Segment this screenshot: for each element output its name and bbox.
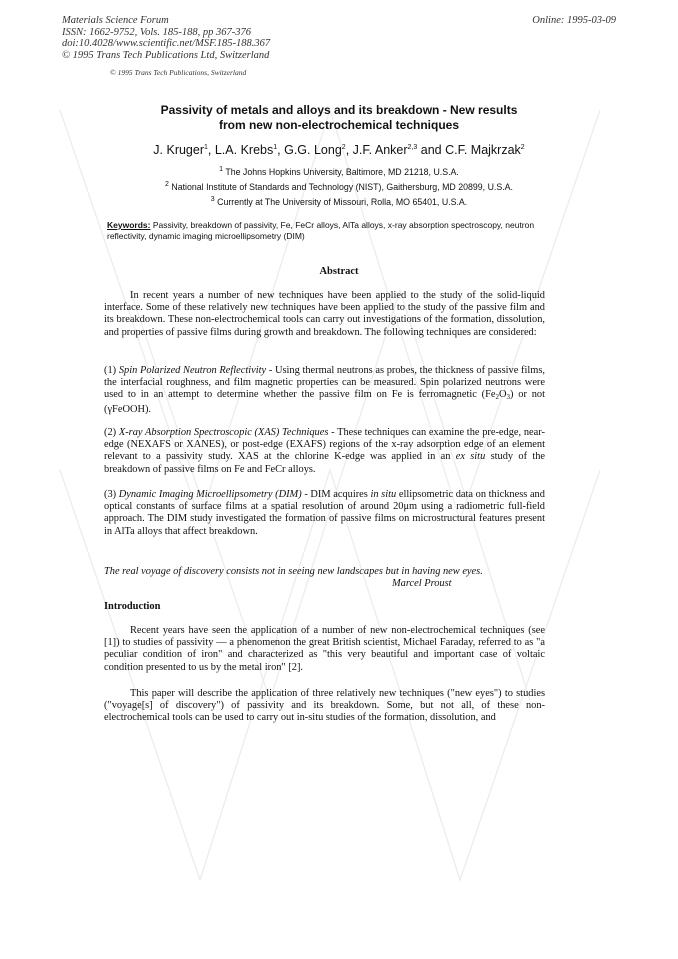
abstract-heading: Abstract — [319, 266, 359, 277]
technique-name: X-ray Absorption Spectroscopic (XAS) Techniques — [118, 427, 329, 438]
author-affil-mark: 2 — [520, 143, 525, 151]
journal-header — [62, 15, 270, 61]
author-list: J. Kruger$^1$, L.A. Krebs$^1$, G.G. Long$^2$, J.F. Anker$^{2,3}$ and C.F. Majkrzak$^2$ — [153, 143, 525, 157]
paper-title — [0, 103, 678, 133]
title-line-1: Passivity of metals and alloys and its breakdown - New results — [160, 103, 518, 117]
author-conjunction: and — [420, 143, 442, 157]
intro-paragraph-2: This paper will describe the application of three relatively new techniques ("new eyes") to studies ("voyage[s] of discovery") of passivity and its breakdown. Some, but not all, of these non-electrochemical tools can be used to carry out in-situ studies of the formation, dissolution, and — [104, 688, 545, 724]
journal-name: Materials Science Forum — [62, 15, 169, 26]
affiliation — [0, 166, 678, 177]
quote-author: Marcel Proust — [392, 578, 452, 590]
author-name: J. Kruger — [153, 143, 204, 157]
technique-text: - Using thermal neutrons as probes, the thickness of passive films, the interfacial roughness, and film magnetic properties can be measured. Spin polarized neutrons were used to in an attempt to determine whether the passive film on Fe is ferromagnetic — [104, 365, 545, 401]
affiliation-text: The Johns Hopkins University, Baltimore, MD 21218, U.S.A. — [225, 166, 459, 177]
affiliation-text: Currently at The University of Missouri, Rolla, MO 65401, U.S.A. — [217, 196, 468, 207]
keywords-label: Keywords: — [107, 220, 151, 230]
technique-2 — [104, 427, 545, 476]
publisher-copyright: © 1995 Trans Tech Publications, Switzerland — [110, 68, 247, 77]
technique-text-tail: ellipsometric data on thickness and optical constants of surface films at a spatial resolution of around 20μm using a radiometric full-field approach. The DIM study investigated the formation of passive films on microstructural features present in AlTa alloys that affect breakdown. — [104, 489, 545, 537]
online-date: Online: 1995-03-09 — [532, 15, 616, 26]
doi-line[interactable]: doi:10.4028/www.scientific.net/MSF.185-188.367 — [62, 38, 271, 50]
intro-paragraph-1: Recent years have seen the application of a number of new non-electrochemical techniques (see [1]) to studies of passivity — a phenomenon the great British scientist, Michael Faraday, referred to as "a peculiar condition of iron" and characterized as "this very beautiful and important case of voltaic condition presented to us by the metal iron" [2]. — [104, 625, 545, 673]
author-name: G.G. Long — [284, 143, 342, 157]
introduction-heading: Introduction — [104, 601, 161, 612]
author-affil-mark: 1 — [273, 143, 278, 151]
affiliation-number: 3 — [210, 196, 215, 203]
author-name: L.A. Krebs — [214, 143, 274, 157]
technique-text: - DIM acquires — [304, 489, 368, 500]
technique-text-tail: study of the breakdown of passive films on Fe and FeCr alloys. — [104, 451, 546, 475]
technique-text: - These techniques can examine the pre-edge, near-edge (NEXAFS or XANES), or post-edge (EXAFS) regions of the x-ray adsorption edge of an element relevant to a passivity study. XAS at the chlorine K-edge was applied in an — [104, 427, 545, 463]
formula: $(Fe_2O_3)$ or not (γFeOOH). — [104, 389, 545, 415]
technique-number: (3) — [104, 489, 117, 500]
technique-1 — [104, 365, 545, 416]
technique-number: (1) — [104, 365, 117, 376]
affiliation-text: National Institute of Standards and Technology (NIST), Gaithersburg, MD 20899, U.S.A. — [171, 181, 513, 192]
author-affil-mark: 2 — [341, 143, 346, 151]
author-name: C.F. Majkrzak — [445, 143, 521, 157]
author-affil-mark: 1 — [204, 143, 208, 151]
author-affil-mark: 2,3 — [407, 143, 418, 151]
technique-number: (2) — [104, 427, 117, 438]
author-name: J.F. Anker — [352, 143, 408, 157]
affiliation-number: 2 — [165, 181, 169, 188]
technique-emphasis: in situ — [370, 489, 397, 500]
abstract-intro: In recent years a number of new techniques have been applied to the study of the solid-liquid interface. Some of these relatively new techniques have been applied to the study of the passive film and its breakdown. These non-electrochemical tools can carry out investigations of the formation, dissolution, and properties of passive films during growth and breakdown. The following techniques are considered: — [104, 290, 545, 338]
epigraph — [104, 566, 545, 590]
affiliation-number: 1 — [219, 166, 224, 173]
technique-emphasis: ex situ — [455, 451, 486, 463]
affiliation — [0, 181, 678, 192]
technique-name: Dynamic Imaging Microellipsometry (DIM) — [118, 489, 302, 500]
title-line-2: from new non-electrochemical techniques — [218, 118, 460, 132]
copyright-line: © 1995 Trans Tech Publications Ltd, Switzerland — [62, 49, 270, 61]
technique-3 — [104, 489, 545, 538]
keywords-text: Passivity, breakdown of passivity, Fe, FeCr alloys, AlTa alloys, x-ray absorption spectroscopy, neutron reflectivity, dynamic imaging microellipsometry (DIM) — [107, 220, 535, 242]
issn-line: ISSN: 1662-9752, Vols. 185-188, pp 367-376 — [62, 26, 251, 38]
keywords — [107, 220, 567, 243]
affiliation — [0, 196, 678, 207]
technique-name: Spin Polarized Neutron Reflectivity — [118, 365, 267, 376]
quote-text: The real voyage of discovery consists not in seeing new landscapes but in having new eyes. — [104, 566, 483, 577]
